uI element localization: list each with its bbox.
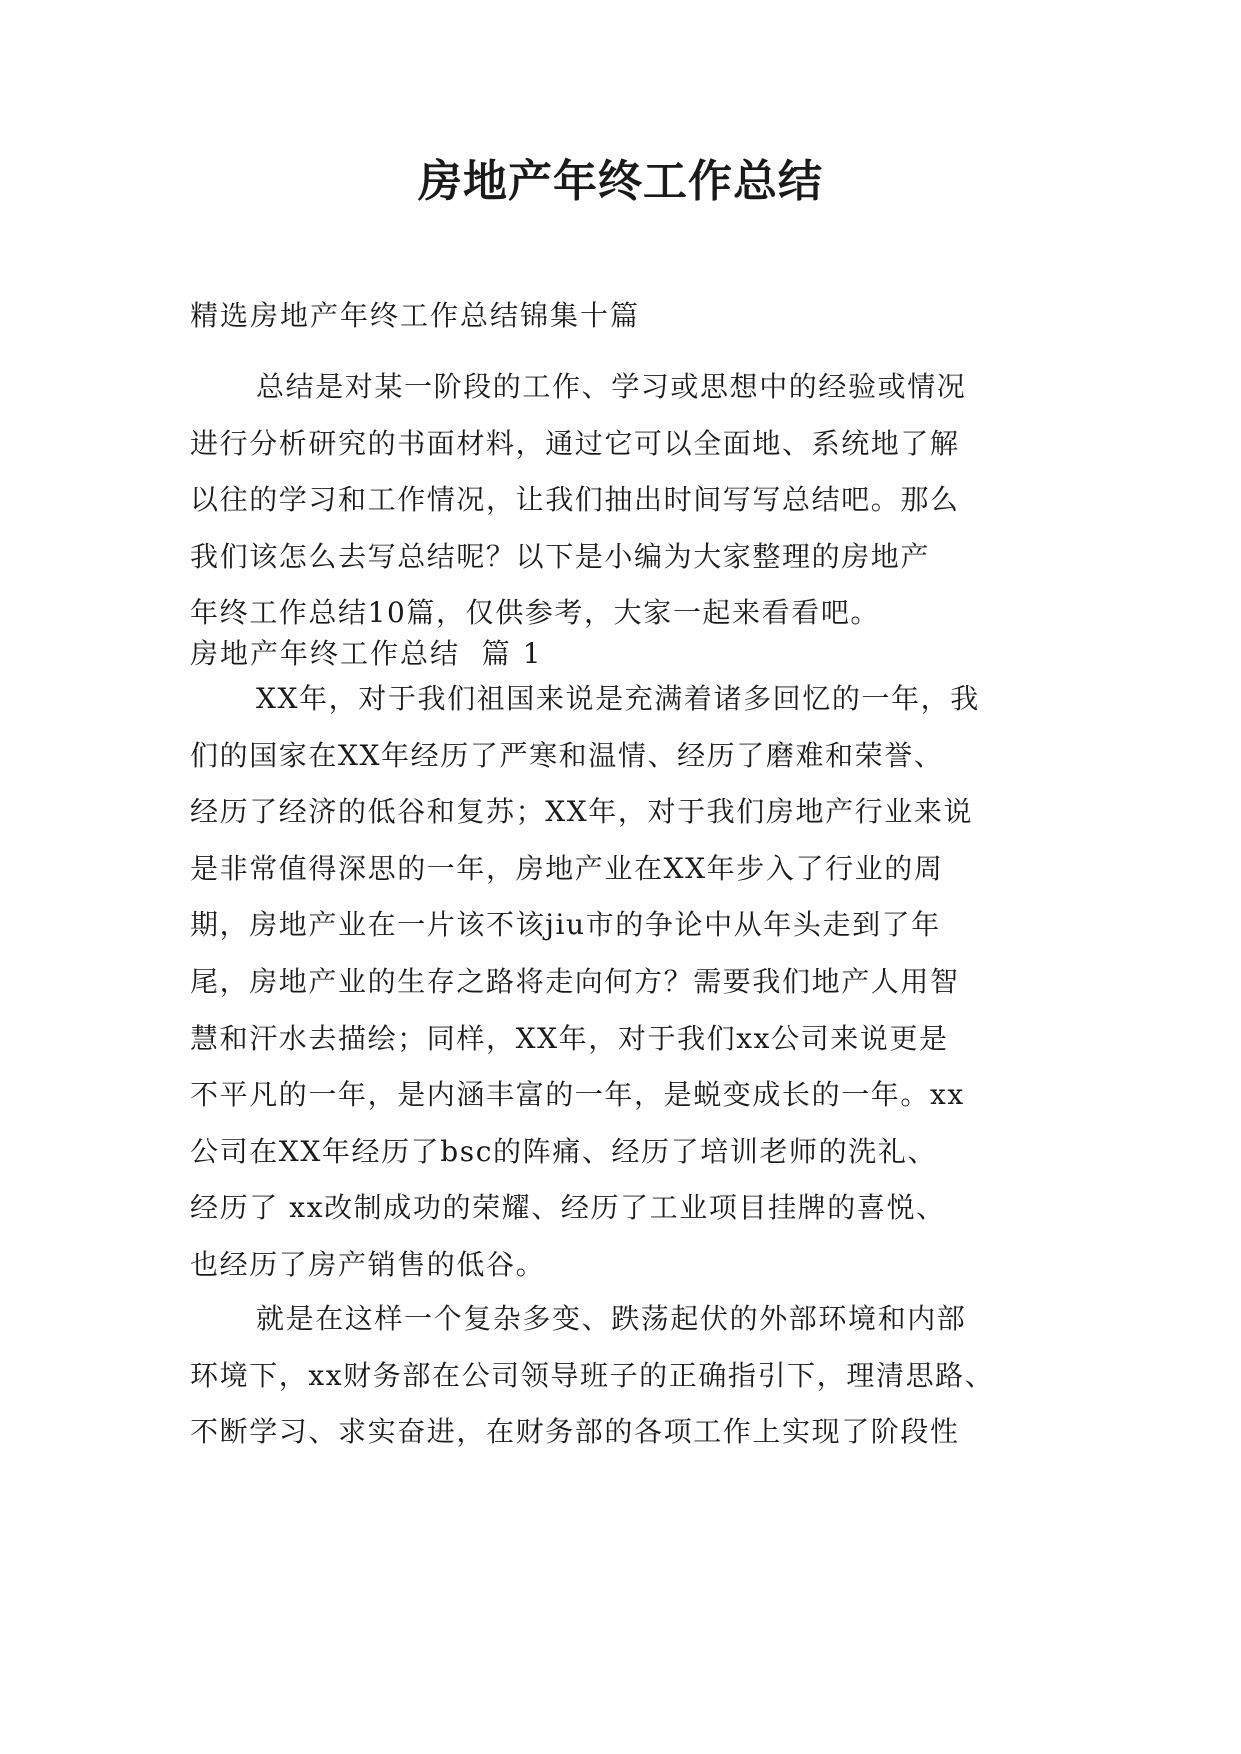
paragraph-line: 是非常值得深思的一年，房地产业在XX年步入了行业的周 — [190, 851, 944, 885]
paragraph-line: 以往的学习和工作情况，让我们抽出时间写写总结吧。那么 — [190, 483, 960, 517]
document-subtitle: 精选房地产年终工作总结锦集十篇 — [190, 299, 641, 332]
paragraph-1 — [190, 671, 1052, 1294]
paragraph-2 — [190, 1291, 1052, 1461]
paragraph-line: 经历了 xx改制成功的荣耀、经历了工业项目挂牌的喜悦、 — [190, 1191, 946, 1225]
paragraph-line: 期，房地产业在一片该不该jiu市的争论中从年头走到了年 — [190, 908, 941, 942]
paragraph-line: 经历了经济的低谷和复苏；XX年，对于我们房地产行业来说 — [190, 795, 974, 829]
paragraph-line: 不断学习、求实奋进，在财务部的各项工作上实现了阶段性 — [190, 1415, 960, 1449]
paragraph-line: 慧和汗水去描绘；同样，XX年，对于我们xx公司来说更是 — [190, 1021, 949, 1055]
paragraph-line: 总结是对某一阶段的工作、学习或思想中的经验或情况 — [256, 370, 967, 403]
paragraph-line: 公司在XX年经历了bsc的阵痛、经历了培训老师的洗礼、 — [190, 1134, 938, 1168]
paragraph-line: 进行分析研究的书面材料，通过它可以全面地、系统地了解 — [190, 426, 960, 460]
document-title: 房地产年终工作总结 — [418, 156, 823, 207]
paragraph-line: 就是在这样一个复杂多变、跌荡起伏的外部环境和内部 — [256, 1302, 967, 1335]
paragraph-line: 尾，房地产业的生存之路将走向何方？需要我们地产人用智 — [190, 964, 960, 998]
paragraph-line: 环境下，xx财务部在公司领导班子的正确指引下，理清思路、 — [190, 1358, 995, 1392]
paragraph-line: 也经历了房产销售的低谷。 — [190, 1247, 546, 1281]
paragraph-line: 年终工作总结10篇，仅供参考，大家一起来看看吧。 — [190, 596, 881, 630]
paragraph-line: 们的国家在XX年经历了严寒和温情、经历了磨难和荣誉、 — [190, 738, 944, 772]
paragraph-line: 不平凡的一年，是内涵丰富的一年，是蜕变成长的一年。xx — [190, 1078, 965, 1112]
intro-paragraph — [190, 359, 1052, 642]
paragraph-line: 我们该怎么去写总结呢？以下是小编为大家整理的房地产 — [190, 539, 931, 573]
paragraph-line: XX年，对于我们祖国来说是充满着诸多回忆的一年，我 — [256, 682, 980, 715]
section-heading: 房地产年终工作总结 篇 1 — [190, 637, 543, 670]
